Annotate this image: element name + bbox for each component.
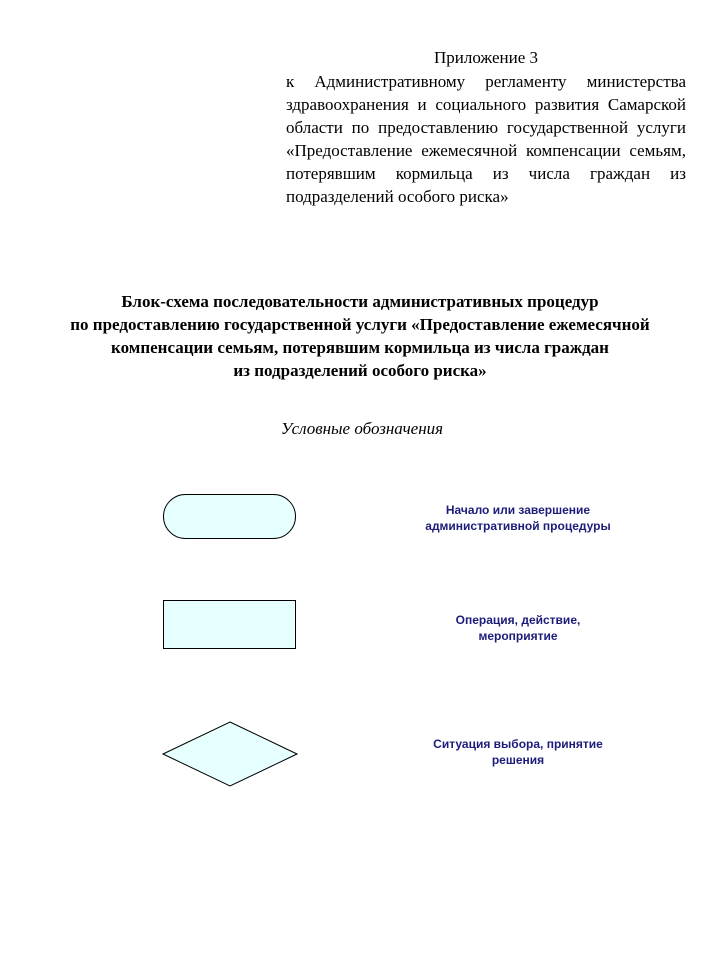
title-line: компенсации семьям, потерявшим кормильца из числа граждан — [111, 338, 609, 357]
decision-description — [408, 736, 628, 768]
description-line: решения — [491, 753, 545, 767]
description-line: мероприятие — [478, 629, 558, 643]
title-line: Блок-схема последовательности административных процедур — [121, 292, 599, 311]
title-line: по предоставлению государственной услуги «Предоставление ежемесячной — [70, 315, 650, 334]
process-description — [408, 612, 628, 644]
decision-diamond — [163, 722, 297, 786]
document-title — [20, 290, 700, 382]
description-line: Операция, действие, — [455, 613, 581, 627]
description-line: Ситуация выбора, принятие — [433, 737, 603, 751]
description-line: административной процедуры — [425, 519, 611, 533]
decision-shape — [162, 721, 298, 787]
process-shape — [163, 600, 296, 649]
terminal-description — [408, 502, 628, 534]
appendix-header — [286, 46, 686, 208]
appendix-number: Приложение 3 — [434, 48, 538, 67]
legend-heading: Условные обозначения — [280, 419, 444, 438]
title-line: из подразделений особого риска» — [233, 361, 487, 380]
appendix-text: к Административному регламенту министерства здравоохранения и социального развития Самарской области по предоставлению государственной услуги «Предоставление ежемесячной компенсации семьям, потерявшим кормильца из числа граждан из подразделений особого риска» — [286, 72, 686, 206]
terminal-shape — [163, 494, 296, 539]
description-line: Начало или завершение — [445, 503, 591, 517]
